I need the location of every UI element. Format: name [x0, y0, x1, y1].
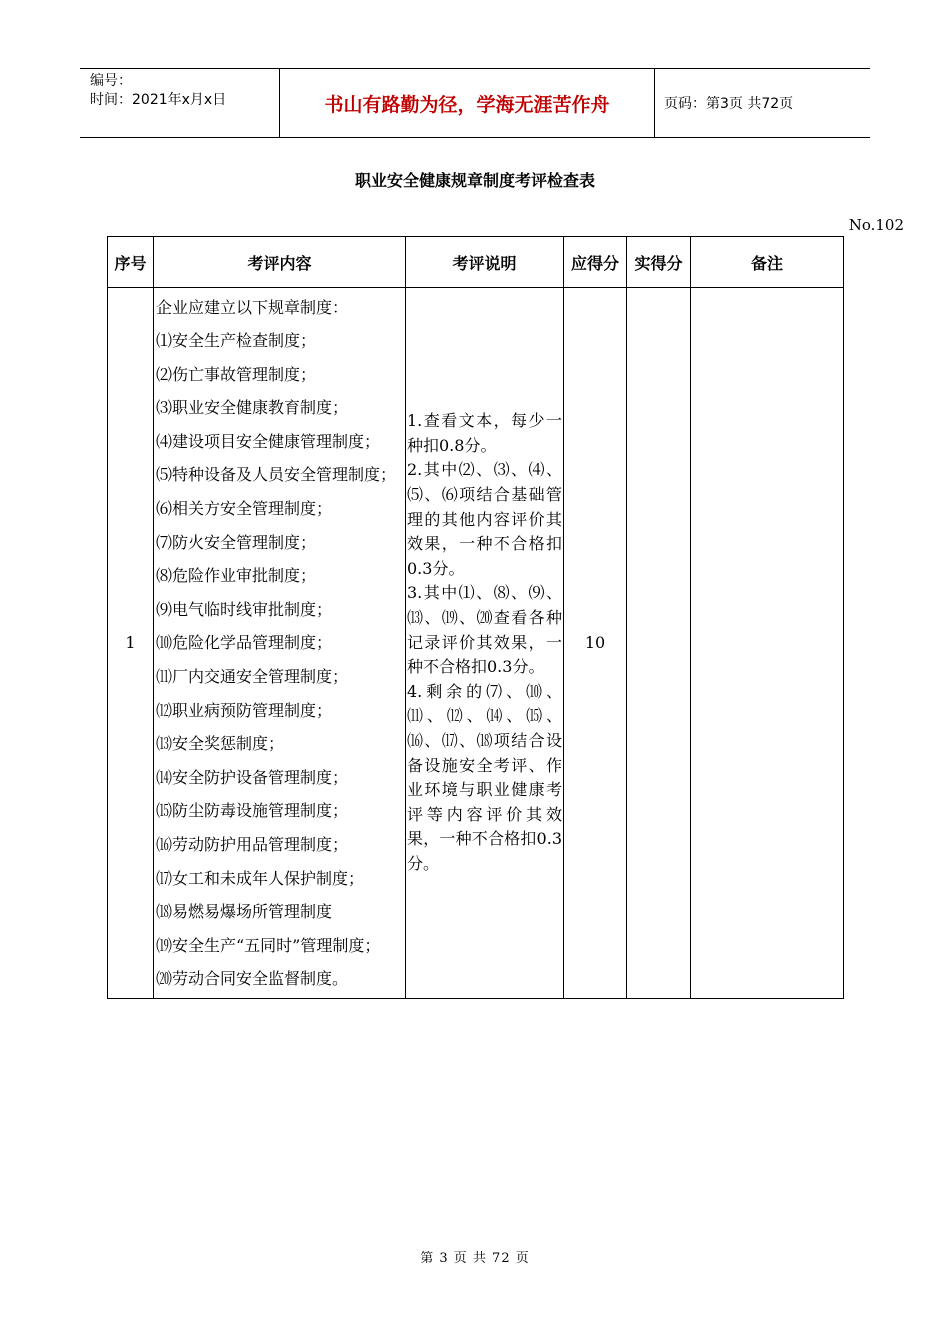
content-line: ⒀安全奖惩制度；	[156, 734, 285, 754]
content-line: ⑸特种设备及人员安全管理制度；	[156, 465, 397, 485]
description-item: 2.其中⑵、⑶、⑷、⑸、⑹项结合基础管理的其他内容评价其效果，一种不合格扣0.3分。	[407, 460, 562, 578]
header-page-info: 页码：第3页 共72页	[664, 96, 794, 112]
content-line: ⑾厂内交通安全管理制度；	[156, 666, 349, 686]
content-line: ⒆安全生产“五同时”管理制度；	[156, 935, 381, 955]
table-header-row	[108, 237, 844, 288]
page-title: 职业安全健康规章制度考评检查表	[354, 171, 595, 190]
document-header	[80, 68, 870, 138]
cell-description	[406, 288, 564, 999]
content-line: ⑶职业安全健康教育制度；	[156, 398, 349, 418]
content-line: ⒅易燃易爆场所管理制度	[156, 902, 333, 922]
content-line: ⑺防火安全管理制度；	[156, 532, 317, 552]
content-line: ⑿职业病预防管理制度；	[156, 700, 333, 720]
description-item: 4.剩余的⑺、⑽、⑾、⑿、⒁、⒂、⒃、⒄、⒅项结合设备设施安全考评、作业环境与职业健康考评等内容评价其效果，一种不合格扣0.3分。	[407, 681, 562, 873]
content-line: ⑴安全生产检查制度；	[156, 331, 317, 350]
header-description: 考评说明	[406, 237, 564, 288]
page-footer: 第 3 页 共 72 页	[420, 1251, 530, 1266]
content-line: ⑽危险化学品管理制度；	[156, 633, 333, 653]
cell-actual	[627, 288, 691, 999]
time-label: 时间：2021年x月x日	[90, 92, 227, 108]
header-motto: 书山有路勤为径，学海无涯苦作舟	[280, 69, 655, 137]
cell-seq: 1	[108, 288, 154, 999]
cell-remark	[691, 288, 844, 999]
document-number: No.102	[848, 216, 904, 234]
content-line: ⒄女工和未成年人保护制度；	[156, 868, 365, 888]
header-score: 应得分	[564, 237, 627, 288]
number-label: 编号：	[90, 73, 132, 89]
inspection-table	[107, 236, 844, 999]
cell-content	[154, 288, 406, 999]
content-line: ⒃劳动防护用品管理制度；	[156, 834, 349, 854]
content-line: ⑻危险作业审批制度；	[156, 566, 317, 586]
header-seq: 序号	[108, 237, 154, 288]
content-line: ⑹相关方安全管理制度；	[156, 498, 333, 518]
content-line: ⑷建设项目安全健康管理制度；	[156, 431, 381, 451]
header-remark: 备注	[691, 237, 844, 288]
content-line: ⒂防尘防毒设施管理制度；	[156, 801, 349, 821]
content-line: 企业应建立以下规章制度：	[156, 298, 349, 317]
header-content: 考评内容	[154, 237, 406, 288]
header-actual: 实得分	[627, 237, 691, 288]
header-meta	[80, 69, 280, 137]
description-item: 1.查看文本，每少一种扣0.8分。	[407, 411, 562, 455]
content-line: ⑼电气临时线审批制度；	[156, 599, 333, 619]
content-line: ⑵伤亡事故管理制度；	[156, 364, 317, 384]
content-line: ⒇劳动合同安全监督制度。	[156, 969, 349, 989]
description-item: 3.其中⑴、⑻、⑼、⒀、⒆、⒇查看各种记录评价其效果，一种不合格扣0.3分。	[407, 583, 562, 677]
content-line: ⒁安全防护设备管理制度；	[156, 767, 349, 787]
cell-score: 10	[564, 288, 627, 999]
table-row	[108, 288, 844, 999]
